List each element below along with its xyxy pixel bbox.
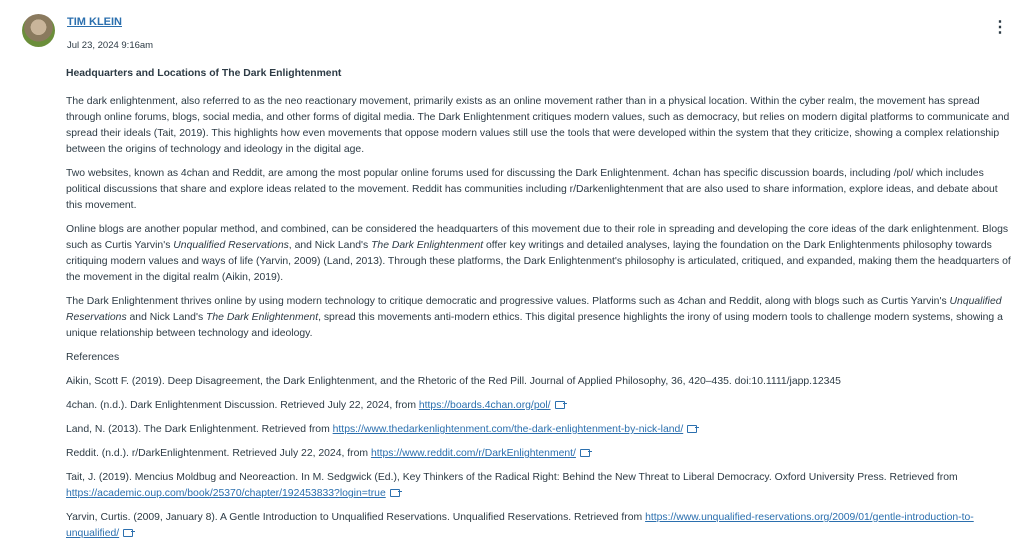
- reference-text: Aikin, Scott F. (2019). Deep Disagreement, the Dark Enlightenment, and the Rhetoric of the Red Pill. Journal of Applied Philosophy, 36, 420–435. doi:10.1111/japp.12345: [66, 376, 841, 387]
- paragraph-text: , spread this movements anti-modern ethics. This digital presence highlights the irony of using modern tools to challenge modern systems, showing a unique relationship between technology and ideology.: [66, 312, 1003, 339]
- reference-item: [66, 398, 1016, 414]
- paragraph-text: The Dark Enlightenment thrives online by using modern technology to critique democratic and progressive values. Platforms such as 4chan and Reddit, along with blogs such as Curtis Yarvin's: [66, 296, 950, 307]
- more-options-icon[interactable]: ⋮: [992, 19, 1008, 36]
- external-link-icon: [123, 529, 133, 537]
- reference-item: [66, 470, 1016, 502]
- italic-title: The Dark Enlightenment: [371, 240, 484, 251]
- paragraph-text: Two websites, known as 4chan and Reddit, are among the most popular online forums used for discussing the Dark Enlightenment. 4chan has specific discussion boards, including /pol/ which includes political discussions that share and explore ideas related to the movement. Reddit has communities including r/Darkenlightenment that are also used to share information, explore ideas, and debate about this movement.: [66, 168, 998, 211]
- paragraph-text: Online blogs are another popular method, and combined, can be considered the headquarters of this movement due to their role in spreading and developing the core ideas of the dark enlightenment. Blogs such as Curtis Yarvin's: [66, 224, 1009, 251]
- paragraph-text: and Nick Land's: [126, 312, 207, 323]
- reference-item: [66, 374, 1016, 390]
- paragraph-text: The dark enlightenment, also referred to as the neo reactionary movement, primarily exists as an online movement rather than in a physical location. Within the cyber realm, the movement has spread through online forums, blogs, social media, and other forms of digital media. The Dark Enlightenment critiques modern values, such as democracy, but relies on modern digital platforms to communicate and spread their ideals (Tait, 2019). This highlights how even movements that oppose modern values still use the tools that were developed within the system that they criticize, showing a complex relationship between the origins of technology and ideology in the digital age.: [66, 96, 1010, 155]
- reference-link[interactable]: https://academic.oup.com/book/25370/chapter/192453833?login=true: [66, 488, 386, 499]
- reference-link[interactable]: https://www.reddit.com/r/DarkEnlightenment/: [370, 448, 576, 459]
- external-link-icon: [580, 449, 590, 457]
- italic-title: Unqualified Reservations: [66, 296, 1002, 323]
- paragraph: [66, 94, 1016, 158]
- avatar[interactable]: [22, 14, 55, 47]
- paragraph: [66, 222, 1016, 286]
- author-name-link[interactable]: TIM KLEIN: [67, 16, 122, 28]
- paragraph-text: , and Nick Land's: [288, 240, 372, 251]
- reference-item: [66, 422, 1016, 438]
- reference-link[interactable]: https://www.unqualified-reservations.org/2009/01/gentle-introduction-to-unqualified/: [66, 512, 974, 539]
- external-link-icon: [555, 401, 565, 409]
- paragraph: [66, 166, 1016, 214]
- external-link-icon: [687, 425, 697, 433]
- reference-item: [66, 446, 1016, 462]
- external-link-icon: [390, 489, 400, 497]
- reference-text: 4chan. (n.d.). Dark Enlightenment Discussion. Retrieved July 22, 2024, from: [66, 400, 419, 411]
- reference-text: Tait, J. (2019). Mencius Moldbug and Neoreaction. In M. Sedgwick (Ed.), Key Thinkers of the Radical Right: Behind the New Threat to Liberal Democracy. Oxford University Press. Retrieved from: [66, 472, 958, 483]
- references-heading: References: [66, 352, 120, 363]
- reference-text: Reddit. (n.d.). r/DarkEnlightenment. Retrieved July 22, 2024, from: [66, 448, 371, 459]
- reference-link[interactable]: https://boards.4chan.org/pol/: [418, 400, 551, 411]
- italic-title: Unqualified Reservations: [173, 240, 289, 251]
- post-body: [66, 66, 1016, 550]
- reference-text: Land, N. (2013). The Dark Enlightenment. Retrieved from: [66, 424, 333, 435]
- post-date: Jul 23, 2024 9:16am: [67, 40, 154, 51]
- paragraph-text: offer key writings and detailed analyses, laying the foundation on the Dark Enlightenments philosophy towards critiquing modern values and ways of life (Yarvin, 2009) (Land, 2013). Through these platforms, the Dark Enlightenment's philosophy is articulated, critiqued, and expanded, making them the headquarters of the movement in the digital realm (Aikin, 2019).: [66, 240, 1011, 283]
- reference-item: [66, 510, 1016, 542]
- reference-text: Yarvin, Curtis. (2009, January 8). A Gentle Introduction to Unqualified Reservations. Unqualified Reservations. Retrieved from: [66, 512, 646, 523]
- post-title: Headquarters and Locations of The Dark Enlightenment: [66, 68, 342, 79]
- italic-title: The Dark Enlightenment: [206, 312, 319, 323]
- reference-link[interactable]: https://www.thedarkenlightenment.com/the-dark-enlightenment-by-nick-land/: [332, 424, 684, 435]
- paragraph: [66, 294, 1016, 342]
